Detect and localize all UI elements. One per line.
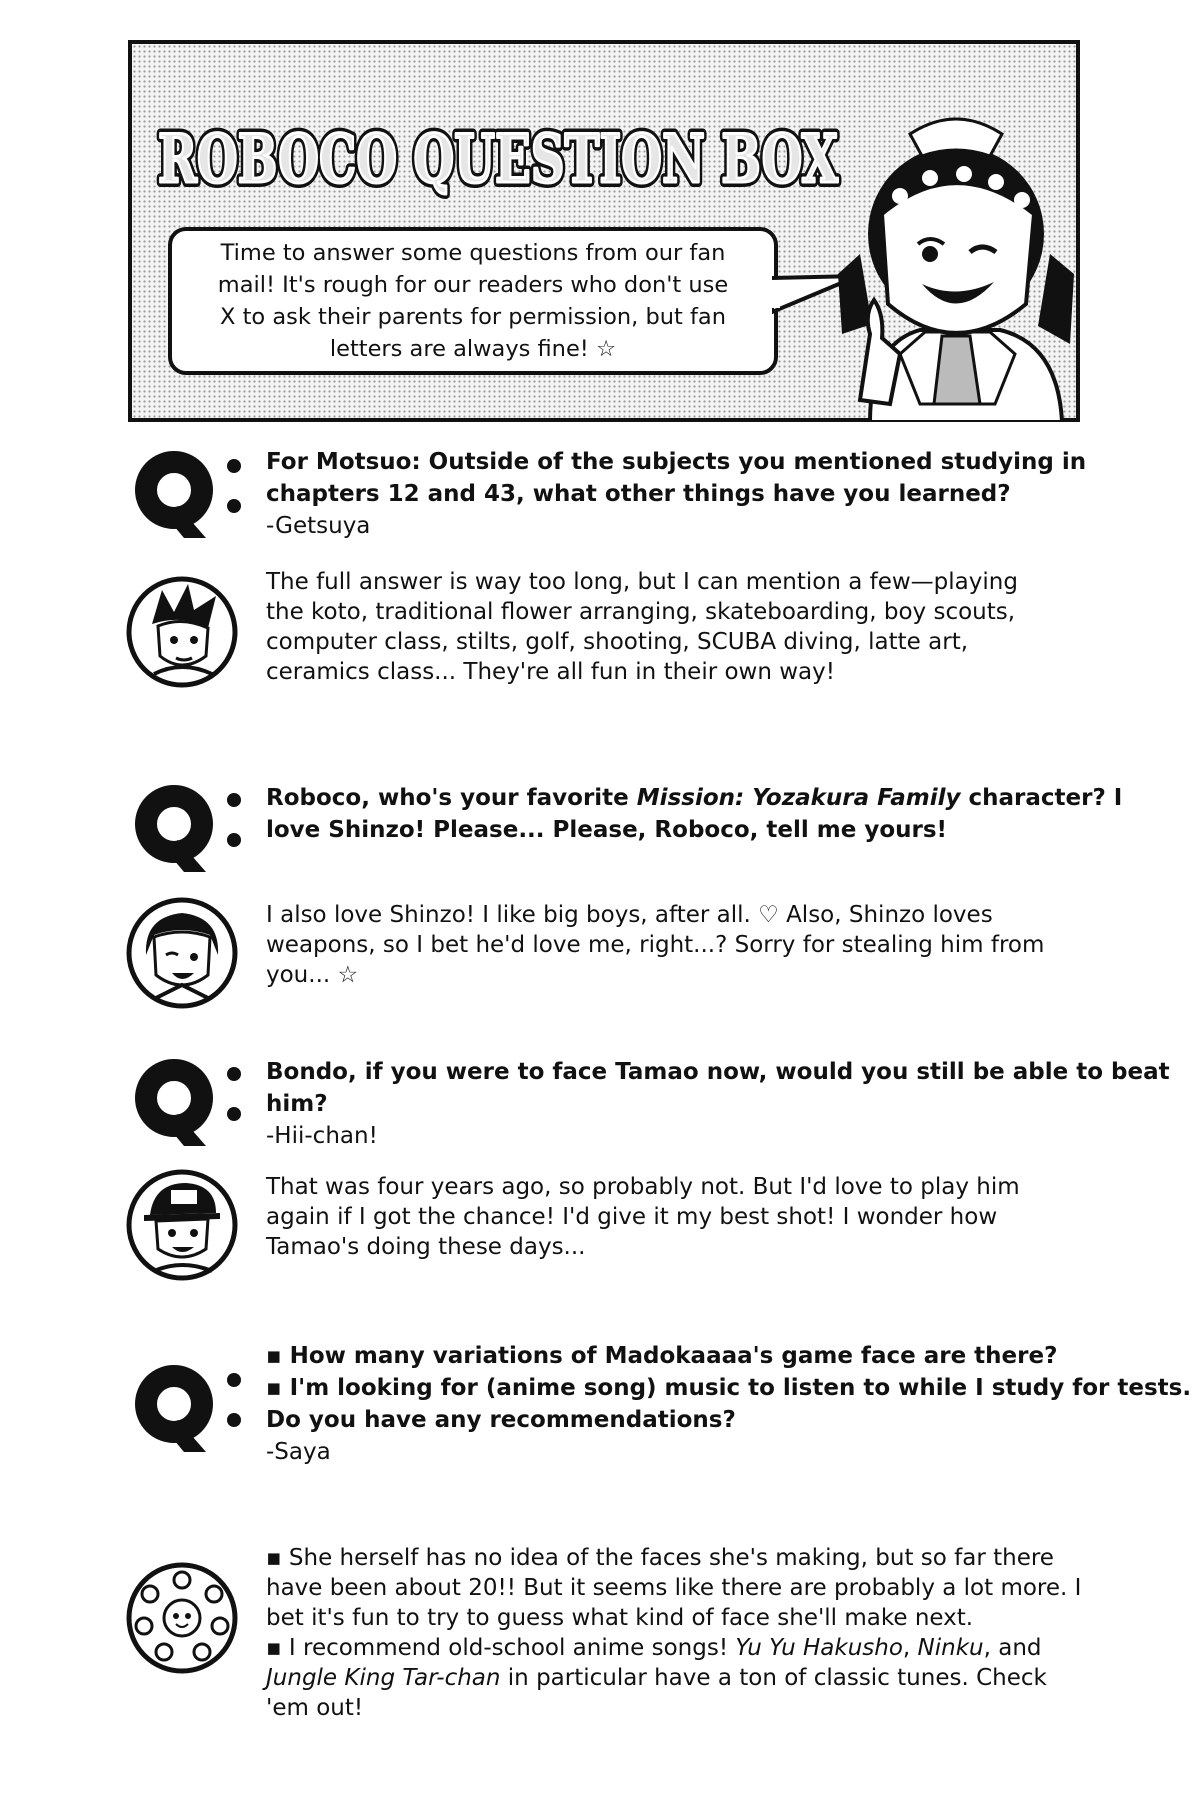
question-3	[266, 1056, 1170, 1152]
answer-line: ▪ I recommend old-school anime songs! Yu Yu Hakusho, Ninku, and	[266, 1635, 1042, 1661]
answer-line: Jungle King Tar-chan in particular have a ton of classic tunes. Check	[266, 1665, 1047, 1691]
header-panel	[128, 40, 1080, 422]
answer-4	[266, 1543, 1102, 1723]
bubble-line: X to ask their parents for permission, but fan	[220, 304, 726, 330]
bubble-line: mail! It's rough for our readers who don't use	[217, 272, 729, 298]
question-mark-icon	[134, 1364, 244, 1454]
title-text: ROBOCO QUESTION BOX	[158, 120, 839, 198]
answer-1	[266, 567, 1102, 687]
bubble-line: letters are always fine! ☆	[329, 336, 617, 362]
answer-line: That was four years ago, so probably not. But I'd love to play him	[266, 1174, 1020, 1200]
answer-line: bet it's fun to try to guess what kind of face she'll make next.	[266, 1605, 974, 1631]
answer-2	[266, 900, 1102, 990]
answer-line: Tamao's doing these days...	[266, 1234, 586, 1260]
question-signature: -Getsuya	[266, 513, 371, 539]
question-line: chapters 12 and 43, what other things have you learned?	[266, 481, 1011, 507]
answer-line: The full answer is way too long, but I can mention a few—playing	[266, 569, 1018, 595]
bubble-line: Time to answer some questions from our fan	[220, 240, 726, 266]
answer-line: weapons, so I bet he'd love me, right...? Sorry for stealing him from	[266, 932, 1045, 958]
question-mark-icon	[134, 784, 244, 874]
answer-3	[266, 1172, 1102, 1262]
title-mission-yozakura-family: Mission: Yozakura Family	[636, 785, 961, 811]
question-line: ▪ I'm looking for (anime song) music to listen to while I study for tests.	[266, 1375, 1192, 1401]
question-line: him?	[266, 1091, 328, 1117]
question-line: For Motsuo: Outside of the subjects you mentioned studying in	[266, 449, 1087, 475]
title-outline: ROBOCO QUESTION BOX	[158, 120, 839, 198]
question-line: Bondo, if you were to face Tamao now, would you still be able to beat	[266, 1059, 1170, 1085]
question-line: Roboco, who's your favorite Mission: Yozakura Family character? I	[266, 785, 1123, 811]
roboco-avatar	[124, 895, 240, 1011]
answer-line: the koto, traditional flower arranging, skateboarding, boy scouts,	[266, 599, 1016, 625]
question-signature: -Hii-chan!	[266, 1123, 378, 1149]
question-signature: -Saya	[266, 1439, 331, 1465]
question-mark-icon	[134, 450, 244, 540]
question-line: love Shinzo! Please... Please, Roboco, tell me yours!	[266, 817, 948, 843]
answer-line: again if I got the chance! I'd give it my best shot! I wonder how	[266, 1204, 998, 1230]
motsuo-avatar	[124, 574, 240, 690]
bondo-avatar	[124, 1167, 240, 1283]
question-4	[266, 1340, 1192, 1468]
roboco-mascot-illustration	[830, 104, 1080, 422]
madoka-avatar	[124, 1560, 240, 1676]
answer-line: ceramics class... They're all fun in their own way!	[266, 659, 835, 685]
question-line: ▪ How many variations of Madokaaaa's game face are there?	[266, 1343, 1058, 1369]
answer-line: ▪ She herself has no idea of the faces she's making, but so far there	[266, 1545, 1054, 1571]
question-mark-icon	[134, 1058, 244, 1148]
title-jungle-king-tar-chan: Jungle King Tar-chan	[266, 1665, 501, 1691]
answer-line: you... ☆	[266, 962, 359, 988]
answer-line: have been about 20!! But it seems like there are probably a lot more. I	[266, 1575, 1082, 1601]
question-line: Do you have any recommendations?	[266, 1407, 736, 1433]
question-2	[266, 782, 1123, 846]
answer-line: I also love Shinzo! I like big boys, after all. ♡ Also, Shinzo loves	[266, 902, 993, 928]
title-yu-yu-hakusho: Yu Yu Hakusho	[735, 1635, 903, 1661]
title-ninku: Ninku	[917, 1635, 984, 1661]
answer-line: 'em out!	[266, 1695, 364, 1721]
question-1	[266, 446, 1096, 542]
answer-line: computer class, stilts, golf, shooting, SCUBA diving, latte art,	[266, 629, 969, 655]
speech-bubble	[168, 227, 778, 375]
title-logo	[154, 84, 844, 214]
